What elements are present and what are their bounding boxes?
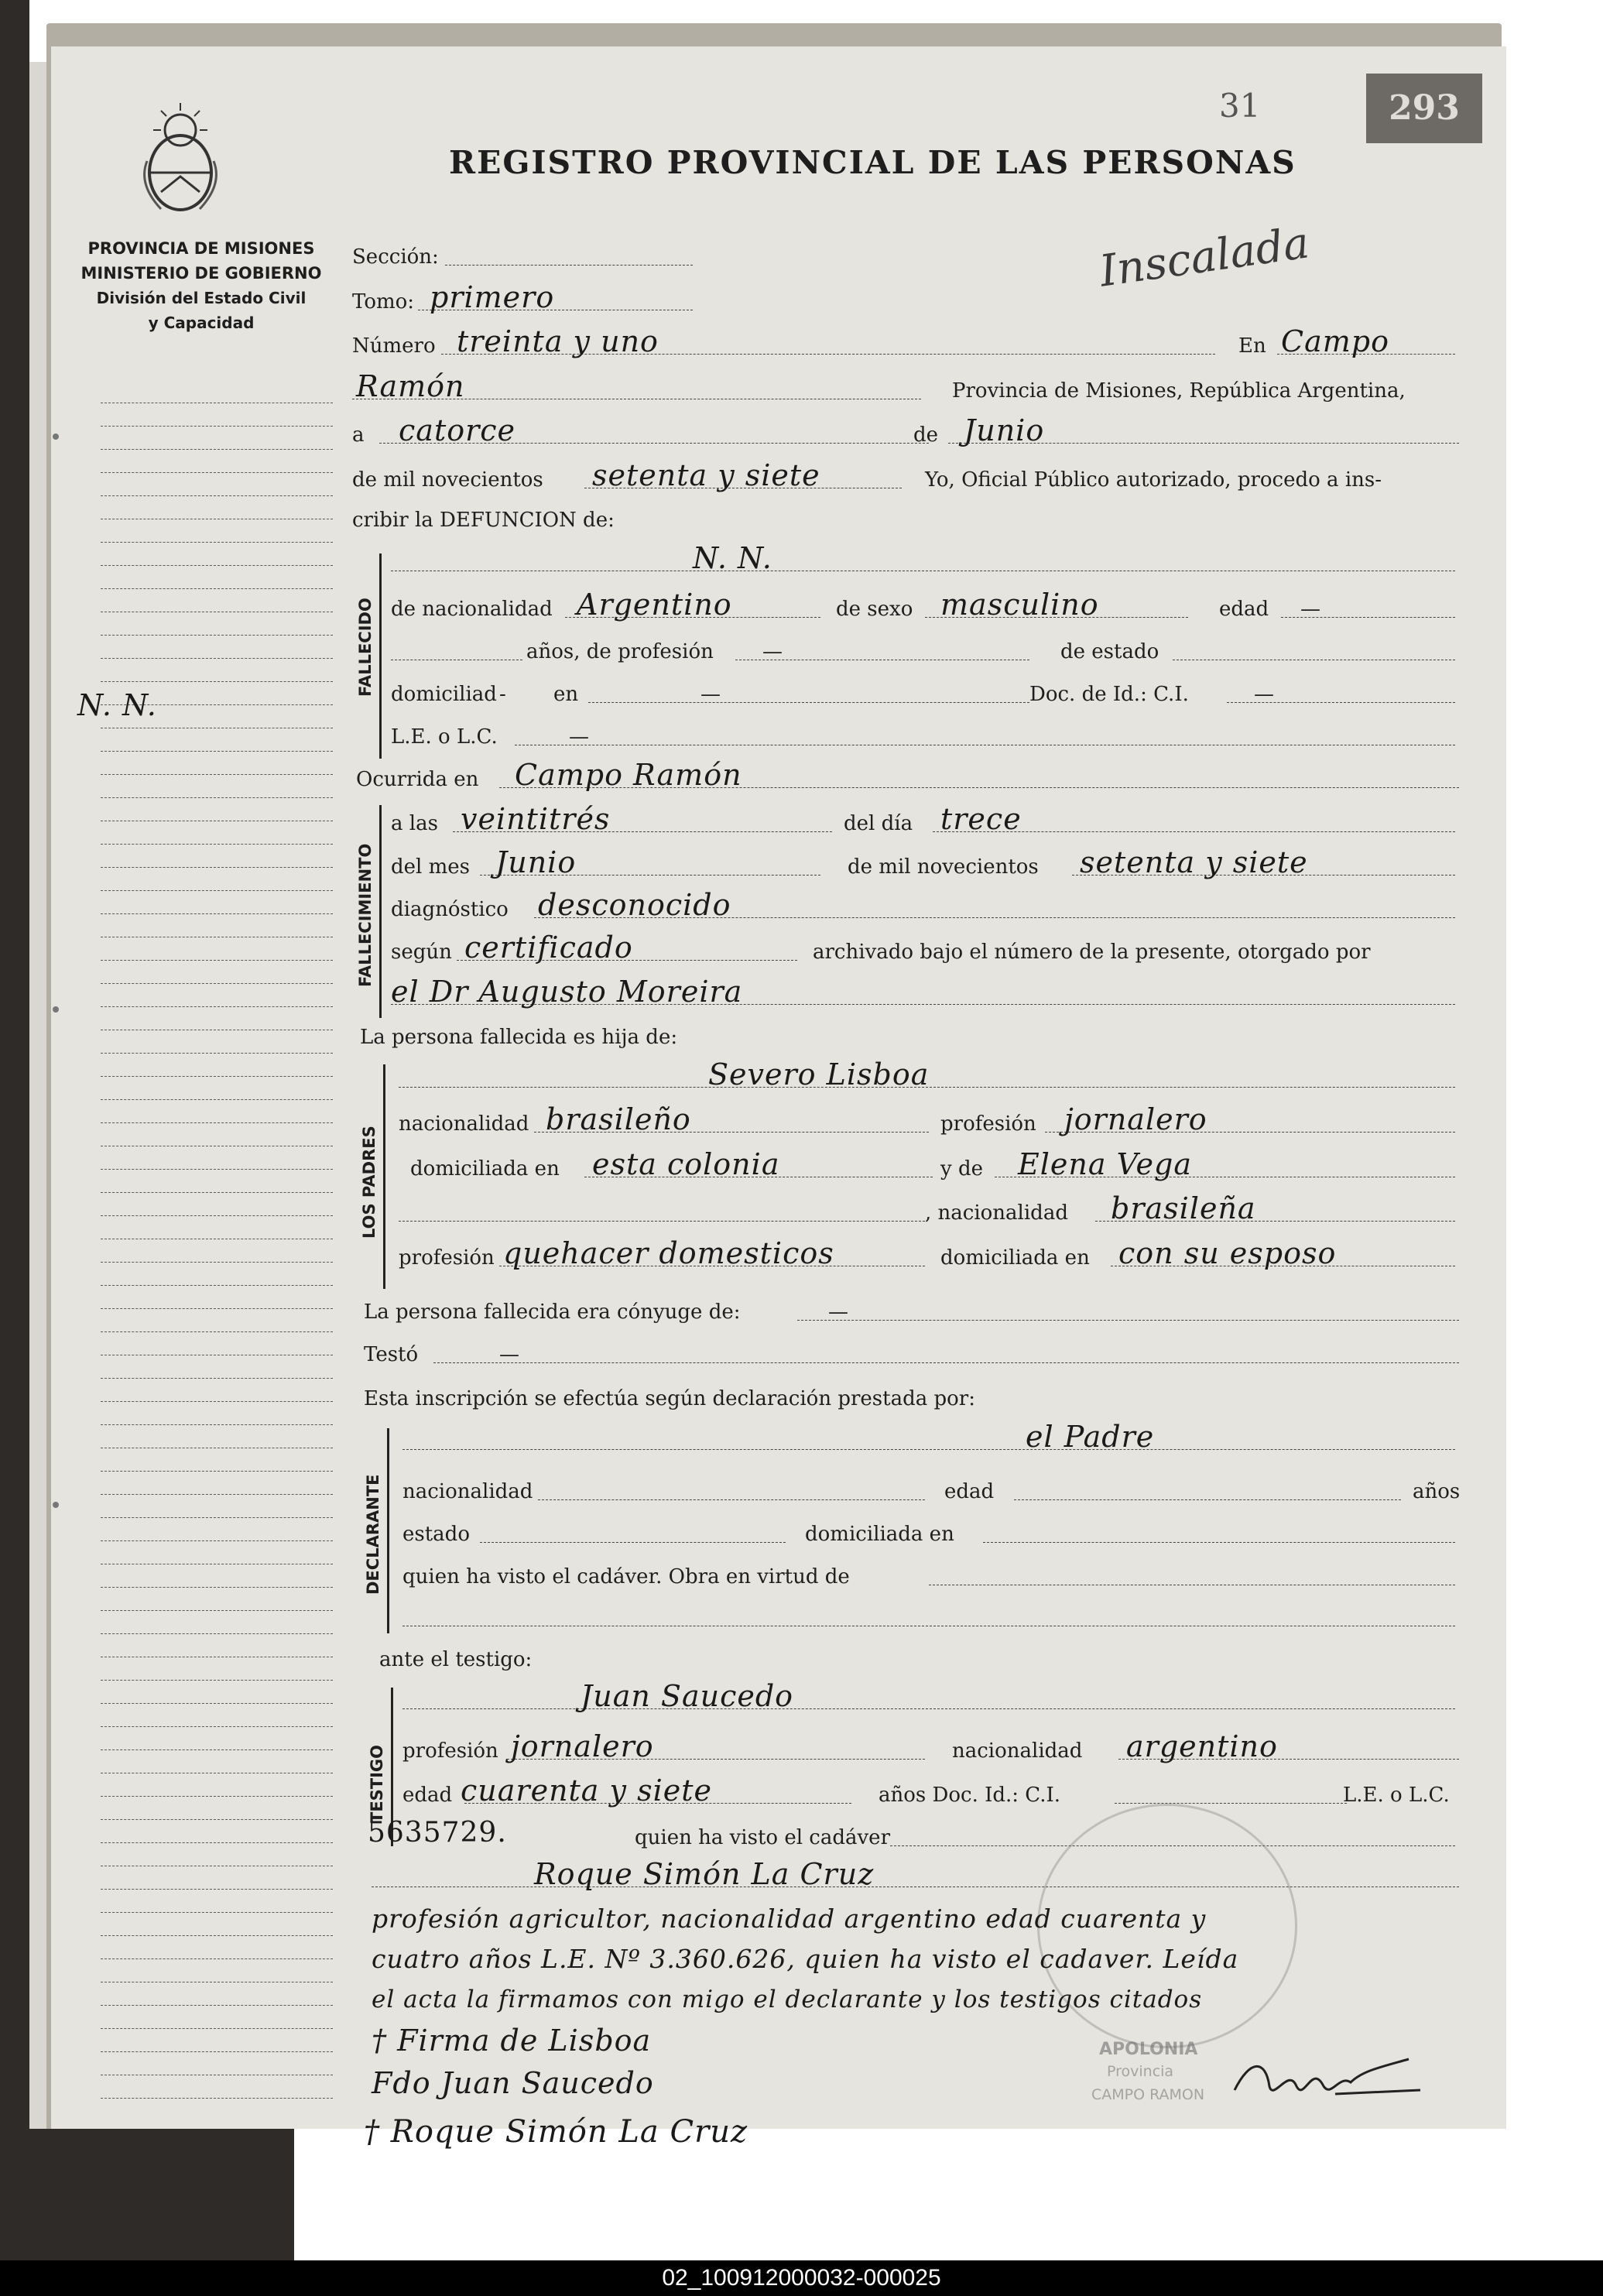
padre-nacionalidad-line: nacionalidad brasileño profesión jornalero — [399, 1107, 1459, 1141]
note-line-3: cuatro años L.E. Nº 3.360.626, quien ha visto el cadaver. Leída — [372, 1944, 1239, 1974]
declarante-cadaver-line: quien ha visto el cadáver. Obra en virtud de — [402, 1560, 1459, 1594]
fallecimiento-section-label: FALLECIMIENTO — [356, 843, 375, 987]
ocurrida-line: Ocurrida en Campo Ramón — [356, 762, 1459, 797]
fallecido-section-label: FALLECIDO — [356, 598, 375, 697]
margin-rule — [101, 797, 333, 798]
note-line-6: Fdo Juan Saucedo — [372, 2066, 654, 2100]
margin-rule — [101, 588, 333, 589]
fallecido-bracket — [379, 553, 382, 759]
agency-division: División del Estado Civil — [96, 289, 307, 307]
coat-of-arms-icon — [138, 99, 223, 215]
margin-rule — [101, 1215, 333, 1216]
margin-rule — [101, 681, 333, 682]
margin-rule — [101, 1749, 333, 1750]
seccion-line: Sección: — [352, 240, 1459, 274]
testigo-nombre-line: Juan Saucedo — [402, 1684, 1459, 1718]
margin-rule — [101, 658, 333, 659]
margin-rule — [101, 1378, 333, 1379]
testo-line: Testó — — [364, 1338, 1459, 1372]
margin-rule — [101, 1006, 333, 1007]
padre-domicilio-line: domiciliada en esta colonia y de Elena Vega — [399, 1152, 1459, 1186]
margin-rule — [101, 1726, 333, 1727]
padres-bracket — [383, 1064, 385, 1289]
padres-intro: La persona fallecida es hija de: — [360, 1026, 678, 1049]
stamp-number: 293 — [1366, 74, 1482, 143]
numero-line: Número treinta y uno En Campo — [352, 329, 1459, 363]
madre-profesion-line: profesión quehacer domesticos domiciliada en con su esposo — [399, 1241, 1459, 1275]
nacionalidad-line: de nacionalidad Argentino de sexo masculino edad — — [391, 592, 1459, 626]
testigo-profesion-line: profesión jornalero nacionalidad argentino — [402, 1734, 1459, 1768]
image-caption: 02_100912000032-000025 — [662, 2265, 941, 2291]
margin-rule — [101, 1285, 333, 1286]
margin-rule — [101, 890, 333, 891]
margin-rule — [101, 1471, 333, 1472]
medico-line: el Dr Augusto Moreira — [391, 979, 1459, 1013]
margin-rule — [101, 1703, 333, 1704]
testigo-intro: ante el testigo: — [379, 1648, 533, 1671]
note-line-1: Roque Simón La Cruz — [372, 1862, 1471, 1896]
margin-rule — [101, 1494, 333, 1495]
binding-stitch — [53, 1006, 59, 1013]
fallecido-nombre-line: N. N. — [391, 546, 1459, 580]
margin-rule — [101, 1819, 333, 1820]
testigo-section-label: TESTIGO — [368, 1744, 386, 1823]
margin-rule — [101, 1842, 333, 1843]
margin-rule — [101, 565, 333, 566]
margin-rule — [101, 1424, 333, 1425]
padres-section-label: LOS PADRES — [360, 1126, 378, 1239]
mes-line: del mes Junio de mil novecientos setenta y siete — [391, 850, 1459, 884]
declarante-nacionalidad-line: nacionalidad edad años — [402, 1480, 1461, 1503]
declarante-estado-line: estado domiciliada en — [402, 1517, 1459, 1551]
margin-rule — [101, 449, 333, 450]
agency-province: PROVINCIA DE MISIONES — [87, 239, 315, 258]
declarante-blank-line — [402, 1601, 1459, 1635]
margin-rule — [101, 2005, 333, 2006]
margin-rule — [101, 1331, 333, 1332]
agency-header — [62, 236, 341, 335]
tomo-line: Tomo: primero — [352, 285, 1459, 319]
diagnostico-line: diagnóstico desconocido — [391, 893, 1459, 927]
margin-rule — [101, 2028, 333, 2029]
margin-rule — [101, 774, 333, 775]
fallecimiento-bracket — [379, 805, 382, 1018]
profesion-line: años, de profesión — de estado — [391, 635, 1459, 669]
margin-rule — [101, 635, 333, 636]
fecha-line: a catorce de Junio — [352, 418, 1459, 452]
margin-rule — [101, 1262, 333, 1263]
margin-rule — [101, 960, 333, 961]
margin-rule — [101, 913, 333, 914]
margin-rule — [101, 1076, 333, 1077]
anio-line: de mil novecientos setenta y siete Yo, Oficial Público autorizado, procedo a ins- — [352, 458, 1382, 492]
margin-rule — [101, 1587, 333, 1588]
inscribed-stamp: Inscalada — [1096, 218, 1313, 297]
declarante-intro: Esta inscripción se efectúa según declaración prestada por: — [364, 1387, 975, 1410]
margin-rule — [101, 1935, 333, 1936]
padre-nombre-line: Severo Lisboa — [399, 1062, 1459, 1096]
hora-line: a las veintitrés del día trece — [391, 807, 1459, 841]
declarante-section-label: DECLARANTE — [364, 1474, 382, 1595]
stamp-official-name: APOLONIA — [1099, 2040, 1198, 2059]
testigo-edad-line: edad cuarenta y siete años Doc. Id.: C.I. L.E. o L.C. — [402, 1773, 1450, 1808]
margin-rule — [101, 1169, 333, 1170]
binding-stitch — [53, 433, 59, 440]
margin-rule — [101, 1517, 333, 1518]
le-line: L.E. o L.C. — — [391, 720, 1459, 754]
certificado-line: según certificado archivado bajo el número de la presente, otorgado por — [391, 930, 1371, 965]
margin-rule — [101, 426, 333, 427]
agency-capacity: y Capacidad — [148, 314, 255, 332]
madre-nacionalidad-line: , nacionalidad brasileña — [399, 1196, 1459, 1230]
domicilio-line: domiciliad - en — Doc. de Id.: C.I. — — [391, 677, 1459, 711]
margin-rule — [101, 1122, 333, 1123]
margin-rule — [101, 1796, 333, 1797]
margin-rule — [101, 2098, 333, 2099]
stamp-province: Provincia — [1107, 2063, 1174, 2080]
margin-rule — [101, 1099, 333, 1100]
stamp-locality: CAMPO RAMON — [1091, 2086, 1205, 2103]
conyuge-line: La persona fallecida era cónyuge de: — — [364, 1295, 1459, 1329]
note-line-2: profesión agricultor, nacionalidad argentino edad cuarenta y — [372, 1904, 1207, 1934]
margin-rule — [101, 1912, 333, 1913]
margin-rule — [101, 472, 333, 473]
margin-rule — [101, 1053, 333, 1054]
margin-rule — [101, 983, 333, 984]
declarante-nombre-line: el Padre — [402, 1424, 1459, 1458]
binding-stitch — [53, 1502, 59, 1508]
margin-rule — [101, 751, 333, 752]
provincia-line: Ramón Provincia de Misiones, República Argentina, — [352, 374, 1459, 408]
margin-rule — [101, 2051, 333, 2052]
margin-rule — [101, 1610, 333, 1611]
margin-rule — [101, 1401, 333, 1402]
inscribir-line: cribir la DEFUNCION de: — [352, 509, 615, 532]
margin-rule — [101, 542, 333, 543]
margin-rule — [101, 867, 333, 868]
note-line-7: † Roque Simón La Cruz — [364, 2114, 748, 2150]
margin-rule — [101, 495, 333, 496]
margin-rule — [101, 844, 333, 845]
agency-ministry: MINISTERIO DE GOBIERNO — [80, 264, 322, 283]
page-number: 31 — [1219, 87, 1261, 125]
note-line-5: † Firma de Lisboa — [372, 2024, 652, 2058]
margin-rule — [101, 1633, 333, 1634]
document-title: REGISTRO PROVINCIAL DE LAS PERSONAS — [449, 144, 1296, 181]
official-signature — [1227, 2044, 1428, 2113]
dark-edge — [0, 0, 29, 2237]
margin-rule — [101, 1308, 333, 1309]
testigo-doc-line: 5635729. quien ha visto el cadáver — [402, 1821, 1459, 1855]
margin-annotation: N. N. — [77, 688, 157, 722]
margin-rule — [101, 1680, 333, 1681]
margin-rule — [101, 1540, 333, 1541]
declarante-bracket — [387, 1428, 389, 1633]
margin-rule — [101, 1958, 333, 1959]
margin-rule — [101, 1192, 333, 1193]
note-line-4: el acta la firmamos con migo el declarante y los testigos citados — [372, 1986, 1203, 2013]
margin-rule — [101, 1889, 333, 1890]
bottom-dark — [0, 2129, 294, 2260]
